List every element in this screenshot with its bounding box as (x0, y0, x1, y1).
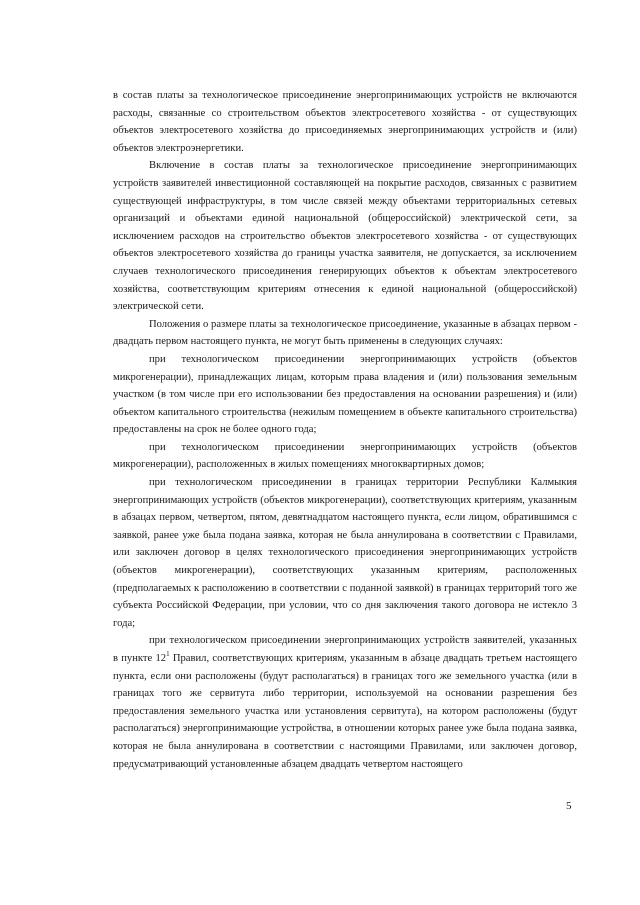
paragraph-3: Положения о размере платы за технологическое присоединение, указанные в абзацах первом - двадцать первом настоящего пункта, не могут быть применены в следующих случаях: (113, 318, 577, 348)
paragraph-2: Включение в состав платы за технологическое присоединение энергопринимающих устройств заявителей инвестиционной составляющей на покрытие расходов, связанных с развитием существующей инфраструктуры, в том числе связей между объектами территориальных сетевых организаций и объектами единой национальной (общероссийской) электрической сети, за исключением расходов на строительство объектов электросетевого хозяйства - от существующих объектов электросетевого хозяйства до границы участка заявителя, не допускается, за исключением случаев технологического присоединения генерирующих объектов к объектам электросетевого хозяйства, соответствующим критериям отнесения к единой национальной (общероссийской) электрической сети. (113, 160, 577, 313)
paragraph-6: при технологическом присоединении в границах территории Республики Калмыкия энергопринимающих устройств (объектов микрогенерации), соответствующих критериям, указанным в абзацах первом, четвертом, пятом, девятнадцатом настоящего пункта, если лицом, обратившимся с заявкой, ранее уже была подана заявка, которая не была аннулирована в соответствии с Правилами, или заключен договор в целях технологического присоединения энергопринимающих устройств (объектов микрогенерации), соответствующих указанным критериям, расположенных (предполагаемых к расположению в соответствии с поданной заявкой) в границах территорий того же субъекта Российской Федерации, при условии, что со дня заключения такого договора не истекло 3 года; (113, 477, 577, 629)
page-number: 5 (566, 800, 572, 812)
paragraph-4: при технологическом присоединении энергопринимающих устройств (объектов микрогенерации), принадлежащих лицам, которым права владения и (или) пользования земельным участком (в том числе при его использовании без предоставления на основании разрешения) и (или) объектом капитального строительства (нежилым помещением в объекте капитального строительства) предоставлены на срок не более одного года; (113, 353, 577, 436)
paragraph-7-text-start: при технологическом присоединении энергопринимающих устройств заявителей, указанных в пункте 12 (113, 635, 577, 664)
document-body (113, 87, 577, 773)
paragraph-7-text-end: Правил, соответствующих критериям, указанным в абзаце двадцать третьем настоящего пункта, если они расположены (будут располагаться) в границах того же земельного участка (или в границах того же сервитута либо территории, используемой на основании разрешения без предоставления земельного участка или установления сервитута), на котором расположены (будут располагаться) энергопринимающие устройства, в отношении которых ранее уже была подана заявка, которая не была аннулирована в соответствии с настоящими Правилами, или заключен договор, предусматривающий установленные абзацем двадцать четвертом настоящего (113, 653, 577, 770)
paragraph-5: при технологическом присоединении энергопринимающих устройств (объектов микрогенерации), расположенных в жилых помещениях многоквартирных домов; (113, 441, 577, 471)
paragraph-7 (113, 632, 577, 773)
superscript-mark: 1 (166, 650, 170, 658)
paragraph-1: в состав платы за технологическое присоединение энергопринимающих устройств не включаются расходы, связанные со строительством объектов электросетевого хозяйства - от существующих объектов электросетевого хозяйства до присоединяемых энергопринимающих устройств и (или) объектов электроэнергетики. (113, 90, 577, 154)
